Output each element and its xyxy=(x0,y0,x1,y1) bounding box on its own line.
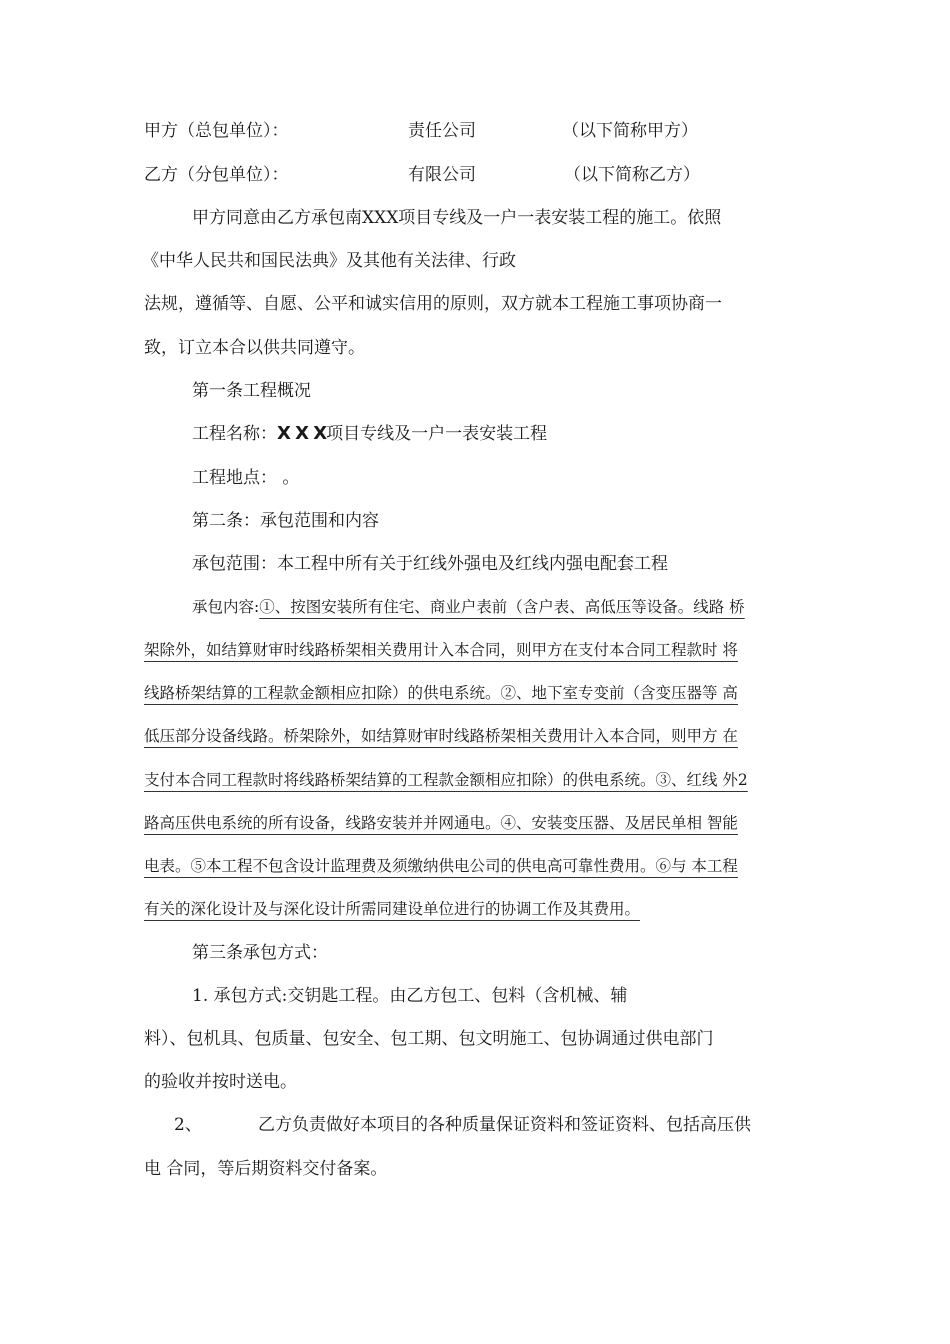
item-2-line-2: 电 合同，等后期资料交付备案。 xyxy=(144,1159,388,1179)
content-line-3: 线路桥架结算的工程款金额相应扣除）的供电系统。②、地下室专变前（含变压器等 高 xyxy=(144,684,738,702)
content-line-6: 路高压供电系统的所有设备，线路安装并并网通电。④、安装变压器、及居民单相 智能 xyxy=(144,814,738,832)
party-b-company: 有限公司 xyxy=(408,165,476,185)
preamble-line-2: 《中华人民共和国民法典》及其他有关法律、行政 xyxy=(142,251,516,271)
article-1-title: 第一条工程概况 xyxy=(192,381,311,401)
content-text-1: ①、按图安装所有住宅、商业户表前（含户表、高低压等设备。线路 桥 xyxy=(259,598,745,616)
party-b-label: 乙方（分包单位）： xyxy=(144,165,289,185)
project-name-row xyxy=(192,424,547,444)
party-a-note: （以下简称甲方） xyxy=(562,121,698,141)
item-1-line-2: 料）、包机具、包质量、包安全、包工期、包文明施工、包协调通过供电部门 xyxy=(144,1029,714,1049)
project-name-value: 项目专线及一户一表安装工程 xyxy=(326,424,548,444)
content-line-1 xyxy=(192,597,745,617)
party-b-note: （以下简称乙方） xyxy=(564,165,700,185)
project-name-label: 工程名称： xyxy=(192,424,277,444)
content-line-4: 低压部分设备线路。桥架除外，如结算财审时线路桥架相关费用计入本合同，则甲方 在 xyxy=(144,727,738,745)
item-2-line-1: 乙方负责做好本项目的各种质量保证资料和签证资料、包括高压供 xyxy=(258,1115,751,1135)
content-line-8: 有关的深化设计及与深化设计所需同建设单位进行的协调工作及其费用。 xyxy=(144,900,641,918)
item-1-line-1: 1. 承包方式:交钥匙工程。由乙方包工、包料（含机械、辅 xyxy=(192,986,628,1006)
project-name-mark: X X X xyxy=(277,423,327,444)
preamble-line-1: 甲方同意由乙方承包南XXX项目专线及一户一表安装工程的施工。依照 xyxy=(192,208,722,228)
preamble-line-3: 法规，遵循等、自愿、公平和诚实信用的原则，双方就本工程施工事项协商一 xyxy=(144,294,722,314)
item-1-line-3: 的验收并按时送电。 xyxy=(144,1072,297,1092)
item-2-number: 2、 xyxy=(174,1115,202,1135)
article-3-title: 第三条承包方式： xyxy=(192,943,328,963)
content-label: 承包内容: xyxy=(192,598,260,616)
contract-scope: 承包范围：本工程中所有关于红线外强电及红线内强电配套工程 xyxy=(192,554,668,574)
project-location: 工程地点： 。 xyxy=(192,468,300,488)
party-a-label: 甲方（总包单位）： xyxy=(144,121,289,141)
content-line-5: 支付本合同工程款时将线路桥架结算的工程款金额相应扣除）的供电系统。③、红线 外2 xyxy=(144,771,748,789)
party-a-company: 责任公司 xyxy=(408,121,476,141)
content-line-7: 电表。⑤本工程不包含设计监理费及须缴纳供电公司的供电高可靠性费用。⑥与 本工程 xyxy=(144,857,738,875)
preamble-line-4: 致，订立本合以供共同遵守。 xyxy=(144,338,365,358)
content-line-2: 架除外，如结算财审时线路桥架相关费用计入本合同，则甲方在支付本合同工程款时 将 xyxy=(144,641,738,659)
article-2-title: 第二条：承包范围和内容 xyxy=(192,511,379,531)
